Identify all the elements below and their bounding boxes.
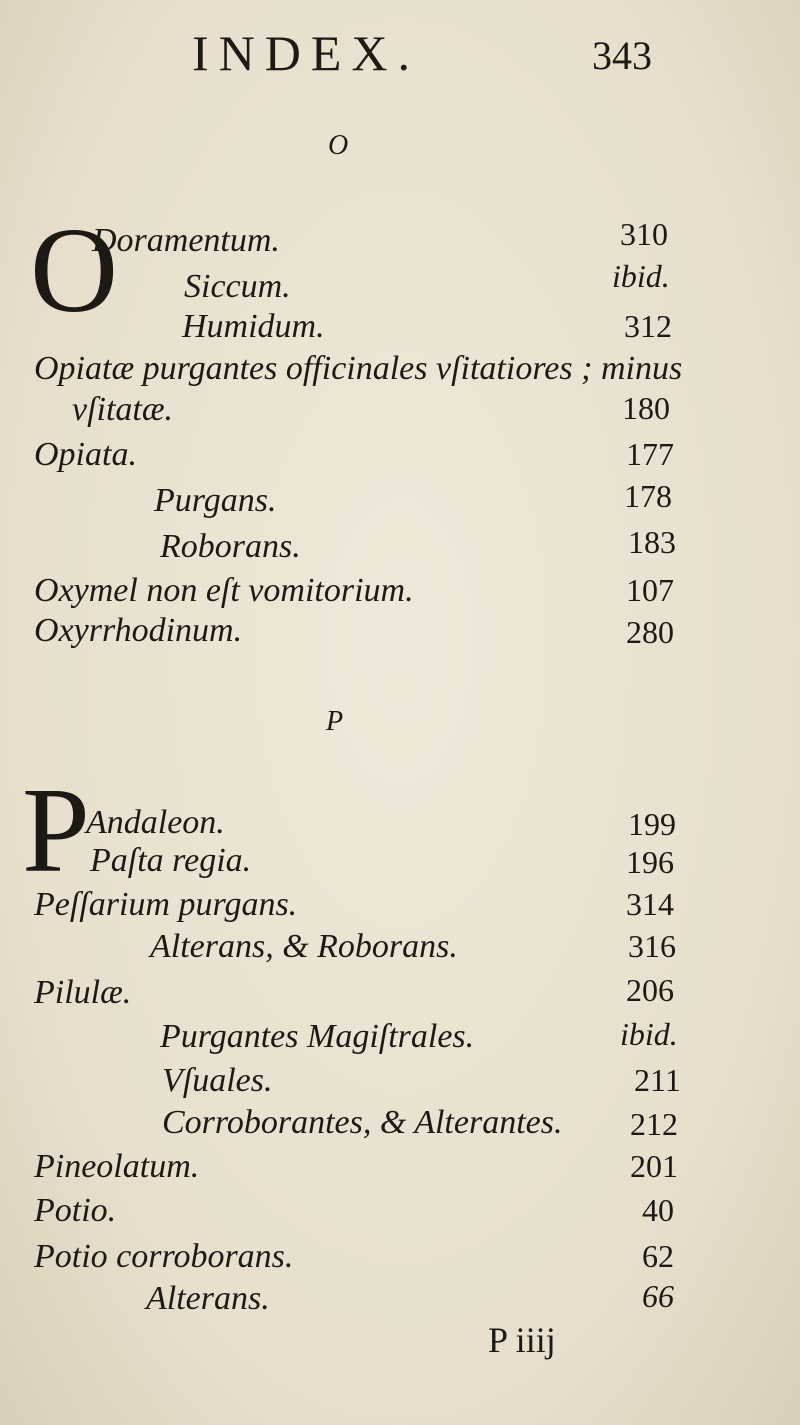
entry-page: 180 bbox=[622, 390, 670, 426]
entry-page: 66 bbox=[642, 1278, 674, 1314]
index-entry: Andaleon. bbox=[86, 804, 225, 841]
index-entry: Opiata. bbox=[34, 436, 137, 473]
drop-cap-p: P bbox=[22, 763, 90, 898]
entry-page: 314 bbox=[626, 886, 674, 922]
entry-page: 62 bbox=[642, 1238, 674, 1274]
running-title: INDEX. bbox=[192, 25, 421, 81]
index-entry: Potio corroborans. bbox=[34, 1238, 294, 1275]
entry-page: 206 bbox=[626, 972, 674, 1008]
index-entry: Opiatæ purgantes officinales vſitatiores ; minus bbox=[34, 350, 683, 387]
entry-page: 199 bbox=[628, 806, 676, 842]
index-entry: Doramentum. bbox=[92, 222, 280, 259]
entry-page: 312 bbox=[624, 308, 672, 344]
index-entry: Potio. bbox=[34, 1192, 117, 1229]
page-number: 343 bbox=[592, 33, 652, 78]
drop-cap-o: O bbox=[30, 203, 119, 338]
section-heading-p: P bbox=[326, 706, 344, 737]
entry-page: 280 bbox=[626, 614, 674, 650]
index-entry: Peſſarium purgans. bbox=[34, 886, 298, 923]
entry-page: ibid. bbox=[620, 1016, 678, 1052]
entry-page: 177 bbox=[626, 436, 674, 472]
entry-page: 201 bbox=[630, 1148, 678, 1184]
section-heading-o: O bbox=[328, 130, 349, 161]
index-entry: Purgantes Magiſtrales. bbox=[160, 1018, 475, 1055]
entry-page: 211 bbox=[634, 1062, 681, 1098]
index-entry: Vſuales. bbox=[162, 1062, 273, 1099]
entry-page: 40 bbox=[642, 1192, 674, 1228]
signature-mark: P iiij bbox=[488, 1320, 556, 1360]
entry-page: ibid. bbox=[612, 258, 670, 294]
index-entry: Humidum. bbox=[182, 308, 325, 345]
index-entry: Oxymel non eſt vomitorium. bbox=[34, 572, 414, 609]
entry-page: 107 bbox=[626, 572, 674, 608]
index-entry: Oxyrrhodinum. bbox=[34, 612, 243, 649]
index-entry: Paſta regia. bbox=[90, 842, 252, 879]
index-entry: Roborans. bbox=[160, 528, 301, 565]
index-entry: Siccum. bbox=[184, 268, 291, 305]
index-entry: Pilulæ. bbox=[34, 974, 132, 1011]
index-entry: Alterans. bbox=[146, 1280, 270, 1317]
index-entry: Alterans, & Roborans. bbox=[150, 928, 458, 965]
entry-page: 316 bbox=[628, 928, 676, 964]
entry-page: 183 bbox=[628, 524, 676, 560]
entry-page: 212 bbox=[630, 1106, 678, 1142]
index-entry: Pineolatum. bbox=[34, 1148, 200, 1185]
index-entry: vſitatæ. bbox=[72, 391, 174, 428]
index-entry: Corroborantes, & Alterantes. bbox=[162, 1104, 563, 1141]
index-entry: Purgans. bbox=[154, 482, 277, 519]
entry-page: 196 bbox=[626, 844, 674, 880]
entry-page: 310 bbox=[620, 216, 668, 252]
entry-page: 178 bbox=[624, 478, 672, 514]
